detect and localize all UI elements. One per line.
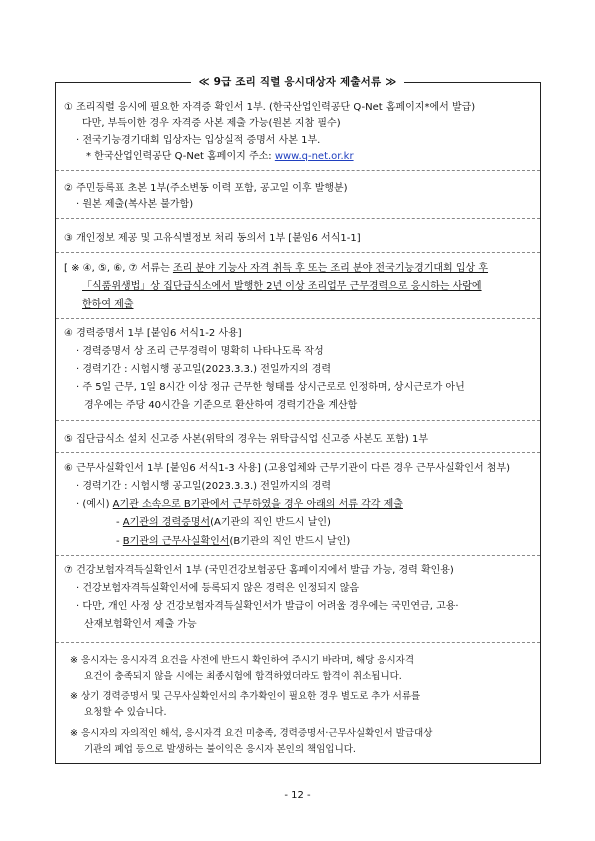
divider: [56, 420, 540, 421]
s6-doc-b: B기관의 근무사실확인서: [122, 536, 230, 547]
s1-line-4: [86, 150, 354, 164]
page-number: - 12 -: [284, 790, 311, 801]
divider: [56, 218, 540, 219]
s5-line-1: ⑤ 집단급식소 설치 신고증 사본(위탁의 경우는 위탁급식업 신고증 사본도 포함) 1부: [64, 434, 429, 445]
s4-line-2: · 경력증명서 상 조리 근무경력이 명확히 나타나도록 작성: [76, 346, 324, 357]
s7-line-1: ⑦ 건강보험자격득실확인서 1부 (국민건강보험공단 홈페이지에서 발급 가능, 경력 확인용): [64, 565, 454, 576]
s6-note-a: (A기관의 직인 반드시 날인): [210, 517, 331, 528]
s4-line-3: · 경력기간 : 시험시행 공고일(2023.3.3.) 전일까지의 경력: [76, 364, 332, 375]
s1-url-label: * 한국산업인력공단 Q-Net 홈페이지 주소:: [86, 151, 275, 162]
n3-line-1: ※ 응시자의 자의적인 해석, 응시자격 요건 미충족, 경력증명서·근무사실확인서 발급대상: [70, 728, 433, 739]
qnet-link[interactable]: www.q-net.or.kr: [274, 151, 354, 162]
s4-line-5: 경우에는 주당 40시간을 기준으로 환산하여 경력기간을 계산함: [84, 400, 358, 411]
s6-dash-a: -: [116, 517, 123, 528]
s4-line-4: · 주 5일 근무, 1일 8시간 이상 정규 근무한 형태를 상시근로로 인정하며, 상시근로가 아닌: [76, 382, 465, 393]
s6-doc-a: A기관의 경력증명서: [122, 517, 211, 528]
n1-line-2: 요건이 충족되지 않을 시에는 최종시험에 합격하였더라도 합격이 취소됩니다.: [84, 671, 402, 682]
n1-line-1: ※ 응시자는 응시자격 요건을 사전에 반드시 확인하여 주시기 바라며, 해당 응시자격: [70, 655, 415, 666]
divider: [56, 318, 540, 319]
s6-note-b: (B기관의 직인 반드시 날인): [229, 536, 351, 547]
notice-underline-1: 조리 분야 기능사 자격 취득 후 또는 조리 분야 전국기능경기대회 입상 후: [172, 263, 489, 274]
s1-line-3: · 전국기능경기대회 입상자는 입상실적 증명서 사본 1부.: [76, 135, 321, 146]
s6-line-4: [116, 516, 331, 530]
divider: [56, 170, 540, 171]
s4-line-1: ④ 경력증명서 1부 [붙임6 서식1-2 사용]: [64, 328, 242, 339]
s6-dash-b: -: [116, 536, 123, 547]
n2-line-2: 요청할 수 있습니다.: [84, 707, 167, 718]
s2-line-2: · 원본 제출(복사본 불가함): [76, 199, 194, 210]
n2-line-1: ※ 상기 경력증명서 및 근무사실확인서의 추가확인이 필요한 경우 별도로 추가 서류를: [70, 691, 421, 702]
s7-line-3: · 다만, 개인 사정 상 건강보험자격득실확인서가 발급이 어려울 경우에는 국민연금, 고용·: [76, 601, 459, 612]
s7-line-2: · 건강보험자격득실확인서에 등록되지 않은 경력은 인정되지 않음: [76, 583, 360, 594]
document-title: ≪ 9급 조리 직렬 응시대상자 제출서류 ≫: [0, 74, 595, 89]
s1-line-1: ① 조리직렬 응시에 필요한 자격증 확인서 1부. (한국산업인력공단 Q-Net 홈페이지*에서 발급): [64, 102, 476, 113]
divider: [56, 252, 540, 253]
s7-line-4: 산재보험확인서 제출 가능: [84, 619, 197, 630]
s6-line-1: ⑥ 근무사실확인서 1부 [붙임6 서식1-3 사용] (고용업체와 근무기관이 다른 경우 근무사실확인서 첨부): [64, 463, 511, 474]
divider: [56, 555, 540, 556]
notice-line-2: 「식품위생법」상 집단급식소에서 발행한 2년 이상 조리업무 근무경력으로 응시하는 사람에: [82, 281, 482, 292]
s6-line-5: [116, 535, 350, 549]
divider: [56, 642, 540, 643]
notice-line-3: 한하여 제출: [82, 299, 134, 310]
s6-line-3: [76, 498, 403, 512]
s6-line-2: · 경력기간 : 시험시행 공고일(2023.3.3.) 전일까지의 경력: [76, 481, 332, 492]
s3-line-1: ③ 개인정보 제공 및 고유식별정보 처리 동의서 1부 [붙임6 서식1-1]: [64, 233, 361, 244]
s6-example-prefix: · (예시): [76, 499, 113, 510]
s1-line-2: 다만, 부득이한 경우 자격증 사본 제출 가능(원본 지참 필수): [82, 118, 341, 129]
divider: [56, 452, 540, 453]
n3-line-2: 기관의 폐업 등으로 발생하는 불이익은 응시자 본인의 책임입니다.: [84, 744, 356, 755]
s6-example-text: A기관 소속으로 B기관에서 근무하였을 경우 아래의 서류 각각 제출: [112, 499, 403, 510]
s2-line-1: ② 주민등록표 초본 1부(주소변동 이력 포함, 공고일 이후 발행분): [64, 183, 348, 194]
notice-line-1: [64, 262, 488, 276]
notice-prefix: [ ※ ④, ⑤, ⑥, ⑦ 서류는: [64, 263, 173, 274]
